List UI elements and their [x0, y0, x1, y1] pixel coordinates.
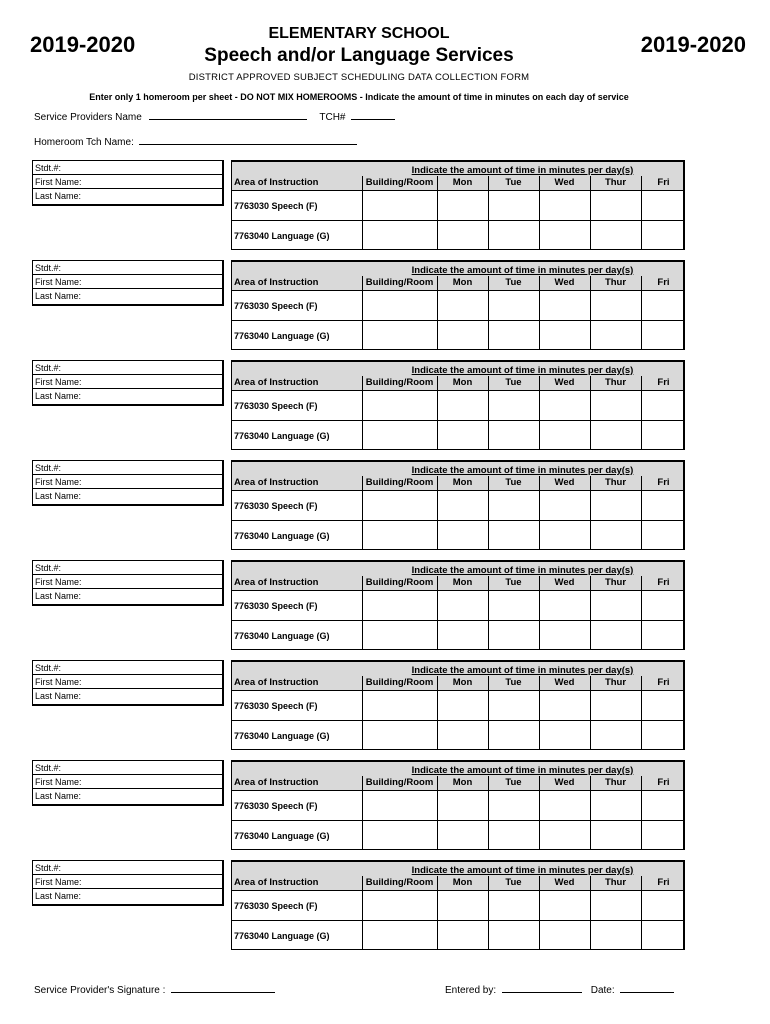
student-block	[32, 560, 686, 652]
minutes-cell[interactable]	[642, 491, 686, 520]
column-header: Mon	[452, 377, 473, 388]
instruction-row-label: 7763030 Speech (F)	[234, 501, 318, 511]
column-header: Tue	[505, 177, 522, 188]
column-header: Building/Room	[365, 877, 434, 888]
minutes-cell[interactable]	[591, 491, 641, 520]
stdt-field[interactable]: Stdt.#:	[33, 661, 222, 675]
column-header: Wed	[554, 477, 575, 488]
minutes-cell[interactable]	[540, 291, 590, 320]
student-info	[32, 160, 224, 206]
minutes-cell[interactable]	[489, 821, 539, 850]
instruction-row-label: 7763030 Speech (F)	[234, 401, 318, 411]
last-name-field[interactable]: Last Name:	[35, 491, 82, 501]
minutes-cell[interactable]	[363, 221, 437, 250]
schedule-grid	[231, 460, 685, 550]
column-header: Thur	[604, 577, 627, 588]
service-provider-line	[34, 110, 395, 123]
grid-header	[232, 362, 683, 391]
minutes-cell[interactable]	[363, 621, 437, 650]
schedule-grid	[231, 860, 685, 950]
minutes-cell[interactable]	[438, 521, 488, 550]
minutes-cell[interactable]	[489, 621, 539, 650]
first-name-field[interactable]: First Name:	[33, 575, 222, 589]
minutes-cell[interactable]	[591, 391, 641, 420]
column-header: Mon	[452, 677, 473, 688]
column-header: Area of Instruction	[234, 377, 319, 388]
column-header: Wed	[554, 677, 575, 688]
column-header: Building/Room	[365, 677, 434, 688]
minutes-cell[interactable]	[540, 591, 590, 620]
student-info	[32, 260, 224, 306]
grid-title: Indicate the amount of time in minutes per day(s)	[411, 765, 634, 776]
column-header: Wed	[554, 577, 575, 588]
homeroom-tch-name-label: Homeroom Tch Name:	[34, 137, 134, 148]
minutes-cell[interactable]	[591, 421, 641, 450]
column-header: Wed	[554, 377, 575, 388]
column-header: Thur	[604, 177, 627, 188]
first-name-field[interactable]: First Name:	[33, 775, 222, 789]
minutes-cell[interactable]	[591, 921, 641, 950]
homeroom-line	[34, 135, 357, 148]
instruction-row-label: 7763040 Language (G)	[234, 831, 330, 841]
instruction-row-label: 7763030 Speech (F)	[234, 301, 318, 311]
minutes-cell[interactable]	[438, 821, 488, 850]
minutes-cell[interactable]	[489, 521, 539, 550]
minutes-cell[interactable]	[642, 891, 686, 920]
minutes-cell[interactable]	[489, 691, 539, 720]
minutes-cell[interactable]	[642, 321, 686, 350]
column-header: Building/Room	[365, 377, 434, 388]
minutes-cell[interactable]	[438, 791, 488, 820]
stdt-field[interactable]: Stdt.#:	[33, 761, 222, 775]
minutes-cell[interactable]	[438, 691, 488, 720]
minutes-cell[interactable]	[591, 791, 641, 820]
column-header: Mon	[452, 477, 473, 488]
column-header: Tue	[505, 777, 522, 788]
last-name-field[interactable]: Last Name:	[35, 591, 82, 601]
column-header: Mon	[452, 777, 473, 788]
minutes-cell[interactable]	[489, 591, 539, 620]
minutes-cell[interactable]	[591, 891, 641, 920]
last-name-field[interactable]: Last Name:	[35, 291, 82, 301]
column-header: Thur	[604, 477, 627, 488]
column-header: Area of Instruction	[234, 277, 319, 288]
minutes-cell[interactable]	[438, 921, 488, 950]
grid-header	[232, 762, 683, 791]
column-header: Area of Instruction	[234, 577, 319, 588]
minutes-cell[interactable]	[363, 691, 437, 720]
minutes-cell[interactable]	[489, 891, 539, 920]
grid-title: Indicate the amount of time in minutes per day(s)	[411, 265, 634, 276]
minutes-cell[interactable]	[591, 321, 641, 350]
column-header: Thur	[604, 777, 627, 788]
service-providers-name-label: Service Providers Name	[34, 112, 142, 123]
student-info	[32, 760, 224, 806]
minutes-cell[interactable]	[489, 791, 539, 820]
minutes-cell[interactable]	[363, 521, 437, 550]
column-header: Wed	[554, 777, 575, 788]
minutes-cell[interactable]	[642, 391, 686, 420]
column-header: Tue	[505, 377, 522, 388]
first-name-field[interactable]: First Name:	[33, 275, 222, 289]
first-name-field[interactable]: First Name:	[33, 475, 222, 489]
service-providers-name-field[interactable]	[149, 110, 307, 120]
instruction-row-label: 7763030 Speech (F)	[234, 601, 318, 611]
student-info	[32, 460, 224, 506]
minutes-cell[interactable]	[363, 591, 437, 620]
minutes-cell[interactable]	[363, 191, 437, 220]
stdt-field[interactable]: Stdt.#:	[33, 861, 222, 875]
minutes-cell[interactable]	[591, 621, 641, 650]
tch-label: TCH#	[319, 112, 346, 123]
grid-title: Indicate the amount of time in minutes per day(s)	[411, 365, 634, 376]
minutes-cell[interactable]	[363, 891, 437, 920]
column-header: Building/Room	[365, 177, 434, 188]
minutes-cell[interactable]	[489, 191, 539, 220]
minutes-cell[interactable]	[438, 321, 488, 350]
student-block	[32, 360, 686, 452]
grid-title: Indicate the amount of time in minutes per day(s)	[411, 665, 634, 676]
minutes-cell[interactable]	[540, 891, 590, 920]
instruction-row-label: 7763040 Language (G)	[234, 931, 330, 941]
instruction-row-label: 7763040 Language (G)	[234, 431, 330, 441]
minutes-cell[interactable]	[540, 621, 590, 650]
year-right: 2019-2020	[640, 32, 746, 57]
entered-by-field[interactable]	[502, 983, 582, 993]
minutes-cell[interactable]	[438, 421, 488, 450]
stdt-field[interactable]: Stdt.#:	[33, 361, 222, 375]
column-header: Building/Room	[365, 577, 434, 588]
signature-field[interactable]	[171, 983, 275, 993]
last-name-field[interactable]: Last Name:	[35, 191, 82, 201]
minutes-cell[interactable]	[363, 421, 437, 450]
minutes-cell[interactable]	[540, 191, 590, 220]
instruction-row-label: 7763040 Language (G)	[234, 231, 330, 241]
minutes-cell[interactable]	[591, 821, 641, 850]
year-left: 2019-2020	[30, 32, 136, 57]
grid-header	[232, 562, 683, 591]
minutes-cell[interactable]	[438, 891, 488, 920]
student-info	[32, 560, 224, 606]
last-name-field[interactable]: Last Name:	[35, 391, 82, 401]
column-header: Area of Instruction	[234, 877, 319, 888]
column-header: Fri	[657, 877, 670, 888]
minutes-cell[interactable]	[438, 221, 488, 250]
schedule-grid	[231, 260, 685, 350]
schedule-grid	[231, 560, 685, 650]
minutes-cell[interactable]	[489, 721, 539, 750]
column-header: Fri	[657, 177, 670, 188]
minutes-cell[interactable]	[438, 491, 488, 520]
minutes-cell[interactable]	[363, 721, 437, 750]
column-header: Building/Room	[365, 477, 434, 488]
stdt-field[interactable]: Stdt.#:	[33, 461, 222, 475]
first-name-field[interactable]: First Name:	[33, 375, 222, 389]
minutes-cell[interactable]	[540, 491, 590, 520]
minutes-cell[interactable]	[489, 921, 539, 950]
instruction-row-label: 7763030 Speech (F)	[234, 201, 318, 211]
signature-label: Service Provider's Signature :	[34, 985, 166, 996]
minutes-cell[interactable]	[438, 191, 488, 220]
first-name-field[interactable]: First Name:	[33, 875, 222, 889]
minutes-cell[interactable]	[438, 591, 488, 620]
minutes-cell[interactable]	[642, 421, 686, 450]
tch-field[interactable]	[351, 110, 395, 120]
minutes-cell[interactable]	[363, 791, 437, 820]
minutes-cell[interactable]	[642, 721, 686, 750]
column-header: Area of Instruction	[234, 777, 319, 788]
minutes-cell[interactable]	[540, 791, 590, 820]
minutes-cell[interactable]	[642, 691, 686, 720]
minutes-cell[interactable]	[489, 321, 539, 350]
column-header: Fri	[657, 377, 670, 388]
last-name-field[interactable]: Last Name:	[35, 691, 82, 701]
minutes-cell[interactable]	[591, 191, 641, 220]
minutes-cell[interactable]	[363, 491, 437, 520]
column-header: Thur	[604, 677, 627, 688]
page-title: Speech and/or Language Services	[204, 45, 514, 66]
instructions: Enter only 1 homeroom per sheet - DO NOT MIX HOMEROOMS - Indicate the amount of time in minutes on each day of service	[89, 92, 629, 102]
stdt-field[interactable]: Stdt.#:	[33, 261, 222, 275]
minutes-cell[interactable]	[540, 691, 590, 720]
grid-title: Indicate the amount of time in minutes per day(s)	[411, 465, 634, 476]
minutes-cell[interactable]	[489, 421, 539, 450]
minutes-cell[interactable]	[363, 291, 437, 320]
first-name-field[interactable]: First Name:	[33, 175, 222, 189]
date-field[interactable]	[620, 983, 674, 993]
stdt-field[interactable]: Stdt.#:	[33, 161, 222, 175]
minutes-cell[interactable]	[642, 921, 686, 950]
minutes-cell[interactable]	[642, 621, 686, 650]
instruction-row-label: 7763040 Language (G)	[234, 531, 330, 541]
column-header: Wed	[554, 177, 575, 188]
column-header: Building/Room	[365, 277, 434, 288]
minutes-cell[interactable]	[642, 821, 686, 850]
form-subtitle: DISTRICT APPROVED SUBJECT SCHEDULING DATA COLLECTION FORM	[188, 72, 530, 83]
column-header: Tue	[505, 277, 522, 288]
homeroom-tch-name-field[interactable]	[139, 135, 357, 145]
minutes-cell[interactable]	[642, 591, 686, 620]
minutes-cell[interactable]	[642, 521, 686, 550]
student-block	[32, 260, 686, 352]
grid-header	[232, 262, 683, 291]
minutes-cell[interactable]	[540, 421, 590, 450]
minutes-cell[interactable]	[540, 921, 590, 950]
column-header: Fri	[657, 277, 670, 288]
grid-header	[232, 662, 683, 691]
minutes-cell[interactable]	[642, 791, 686, 820]
instruction-row-label: 7763030 Speech (F)	[234, 801, 318, 811]
footer-entry	[445, 983, 674, 996]
minutes-cell[interactable]	[489, 291, 539, 320]
minutes-cell[interactable]	[540, 721, 590, 750]
stdt-field[interactable]: Stdt.#:	[33, 561, 222, 575]
column-header: Fri	[657, 577, 670, 588]
minutes-cell[interactable]	[540, 521, 590, 550]
instruction-row-label: 7763040 Language (G)	[234, 331, 330, 341]
minutes-cell[interactable]	[642, 191, 686, 220]
minutes-cell[interactable]	[540, 821, 590, 850]
grid-header	[232, 462, 683, 491]
minutes-cell[interactable]	[591, 221, 641, 250]
schedule-grid	[231, 760, 685, 850]
minutes-cell[interactable]	[591, 291, 641, 320]
column-header: Building/Room	[365, 777, 434, 788]
instruction-row-label: 7763040 Language (G)	[234, 631, 330, 641]
student-info	[32, 660, 224, 706]
minutes-cell[interactable]	[489, 491, 539, 520]
minutes-cell[interactable]	[642, 291, 686, 320]
column-header: Fri	[657, 677, 670, 688]
grid-title: Indicate the amount of time in minutes per day(s)	[411, 565, 634, 576]
minutes-cell[interactable]	[591, 721, 641, 750]
column-header: Tue	[505, 577, 522, 588]
column-header: Area of Instruction	[234, 677, 319, 688]
schedule-grid	[231, 160, 685, 250]
column-header: Tue	[505, 477, 522, 488]
instruction-row-label: 7763030 Speech (F)	[234, 701, 318, 711]
last-name-field[interactable]: Last Name:	[35, 891, 82, 901]
minutes-cell[interactable]	[591, 591, 641, 620]
column-header: Mon	[452, 577, 473, 588]
student-info	[32, 860, 224, 906]
column-header: Tue	[505, 877, 522, 888]
schedule-grid	[231, 660, 685, 750]
last-name-field[interactable]: Last Name:	[35, 791, 82, 801]
minutes-cell[interactable]	[489, 221, 539, 250]
student-block	[32, 460, 686, 552]
minutes-cell[interactable]	[642, 221, 686, 250]
column-header: Wed	[554, 277, 575, 288]
grid-header	[232, 862, 683, 891]
instruction-row-label: 7763030 Speech (F)	[234, 901, 318, 911]
student-block	[32, 160, 686, 252]
minutes-cell[interactable]	[438, 291, 488, 320]
minutes-cell[interactable]	[363, 391, 437, 420]
instruction-row-label: 7763040 Language (G)	[234, 731, 330, 741]
minutes-cell[interactable]	[363, 821, 437, 850]
grid-header	[232, 162, 683, 191]
first-name-field[interactable]: First Name:	[33, 675, 222, 689]
school-heading: ELEMENTARY SCHOOL	[268, 25, 450, 42]
column-header: Tue	[505, 677, 522, 688]
column-header: Thur	[604, 377, 627, 388]
student-block	[32, 660, 686, 752]
column-header: Fri	[657, 477, 670, 488]
column-header: Wed	[554, 877, 575, 888]
student-info	[32, 360, 224, 406]
minutes-cell[interactable]	[489, 391, 539, 420]
date-label: Date:	[590, 985, 615, 996]
entered-by-label: Entered by:	[445, 985, 497, 996]
minutes-cell[interactable]	[540, 321, 590, 350]
minutes-cell[interactable]	[540, 391, 590, 420]
grid-title: Indicate the amount of time in minutes per day(s)	[411, 865, 634, 876]
minutes-cell[interactable]	[438, 391, 488, 420]
column-header: Thur	[604, 877, 627, 888]
column-header: Mon	[452, 177, 473, 188]
minutes-cell[interactable]	[591, 521, 641, 550]
column-header: Mon	[452, 877, 473, 888]
column-header: Mon	[452, 277, 473, 288]
column-header: Thur	[604, 277, 627, 288]
minutes-cell[interactable]	[438, 621, 488, 650]
student-block	[32, 860, 686, 952]
grid-title: Indicate the amount of time in minutes per day(s)	[411, 165, 634, 176]
minutes-cell[interactable]	[591, 691, 641, 720]
minutes-cell[interactable]	[363, 921, 437, 950]
schedule-grid	[231, 360, 685, 450]
minutes-cell[interactable]	[363, 321, 437, 350]
student-block	[32, 760, 686, 852]
minutes-cell[interactable]	[438, 721, 488, 750]
footer-signature	[34, 983, 275, 996]
column-header: Area of Instruction	[234, 177, 319, 188]
minutes-cell[interactable]	[540, 221, 590, 250]
column-header: Fri	[657, 777, 670, 788]
column-header: Area of Instruction	[234, 477, 319, 488]
